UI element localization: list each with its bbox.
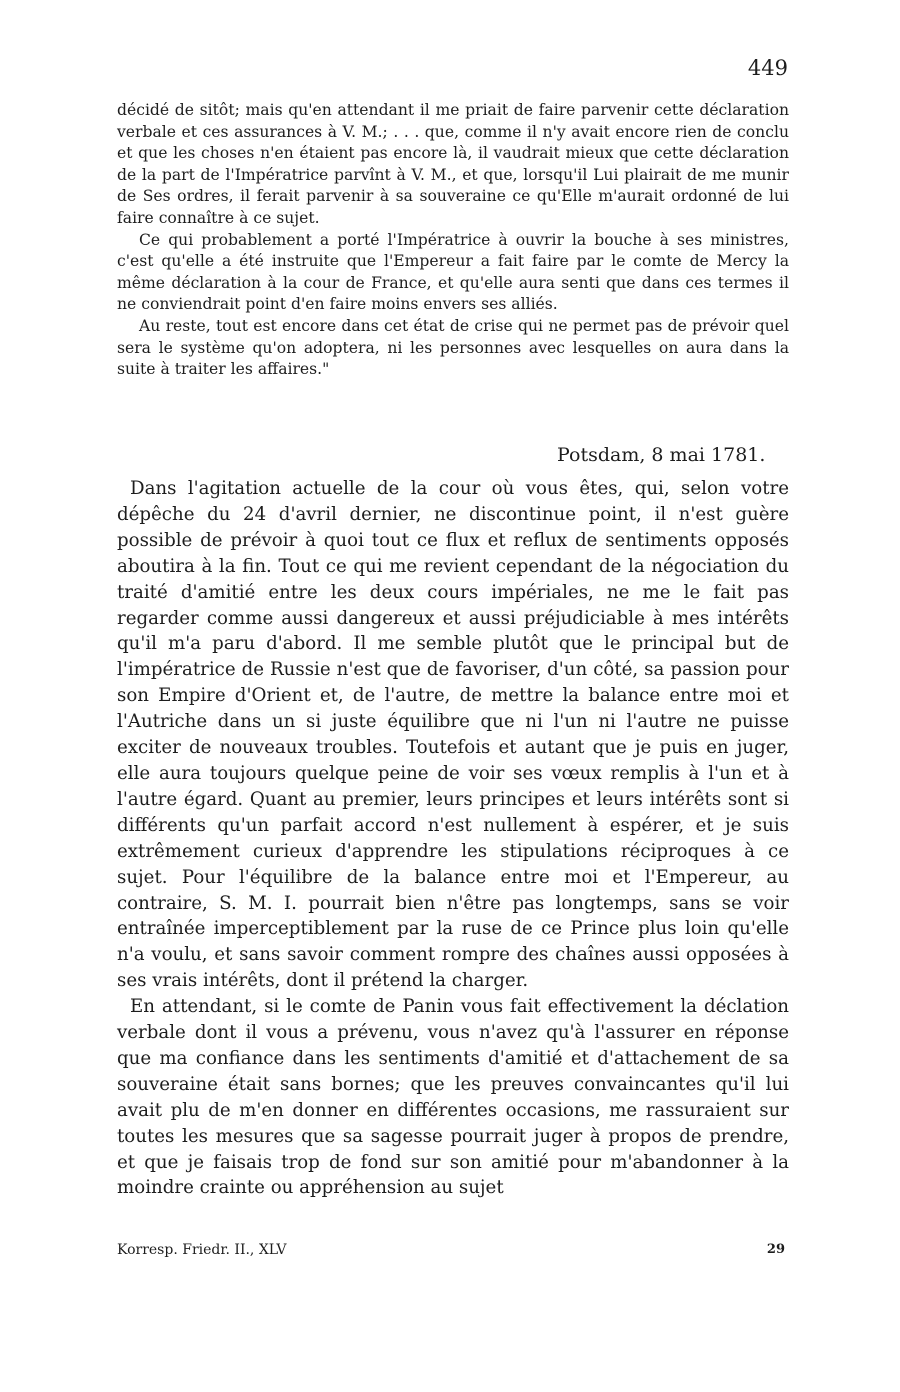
excerpt-paragraph: Au reste, tout est encore dans cet état de crise qui ne permet pas de prévoir quel sera le système qu'on adoptera, ni les personnes avec lesquelles on aura dans la suite à traiter les affaires." [117, 316, 789, 379]
signature-mark: 29 [766, 1242, 785, 1257]
dateline: Potsdam, 8 mai 1781. [557, 444, 766, 466]
letter-excerpt [117, 100, 789, 381]
body-paragraph: En attendant, si le comte de Panin vous fait effectivement la déclation verbale dont il vous a prévenu, vous n'avez qu'à l'assurer en réponse que ma confiance dans les sentiments d'amitié et d'attachement de sa souveraine était sans bornes; que les preuves convaincantes qu'il lui avait plu de m'en donner en différentes occasions, me rassuraient sur toutes les mesures que sa sagesse pourrait juger à propos de prendre, et que je faisais trop de fond sur son amitié pour m'abandonner à la moindre crainte ou appréhension au sujet [117, 996, 789, 1199]
footer-reference: Korresp. Friedr. II., XLV [117, 1242, 287, 1258]
letter-body [117, 476, 789, 1201]
excerpt-paragraph: Ce qui probablement a porté l'Impératrice à ouvrir la bouche à ses ministres, c'est qu'elle a été instruite que l'Empereur a fait faire par le comte de Mercy la même déclaration à la cour de France, et qu'elle aura senti que dans ces termes il ne conviendrait point d'en faire moins envers ses alliés. [117, 230, 789, 314]
page-number: 449 [747, 56, 788, 80]
excerpt-paragraph: décidé de sitôt; mais qu'en attendant il me priait de faire parvenir cette déclaration verbale et ces assurances à V. M.; . . . que, comme il n'y avait encore rien de conclu et que les choses n'en étaient pas encore là, il vaudrait mieux que cette déclaration de la part de l'Impératrice parvînt à V. M., et que, lorsqu'il Lui plairait de me munir de Ses ordres, il ferait parvenir à sa souveraine ce qu'Elle m'aurait ordonné de lui faire connaître à ce sujet. [117, 101, 789, 227]
body-paragraph: Dans l'agitation actuelle de la cour où vous êtes, qui, selon votre dépêche du 24 d'avril dernier, ne discontinue point, il n'est guère possible de prévoir à quoi tout ce flux et reflux de sentiments opposés aboutira à la fin. Tout ce qui me revient cependant de la négociation du traité d'amitié entre les deux cours impériales, ne me le fait pas regarder comme aussi dangereux et aussi préjudiciable à mes intérêts qu'il m'a paru d'abord. Il me semble plutôt que le principal but de l'impératrice de Russie n'est que de favoriser, d'un côté, sa passion pour son Empire d'Orient et, de l'autre, de mettre la balance entre moi et l'Autriche dans un si juste équilibre que ni l'un ni l'autre ne puisse exciter de nouveaux troubles. Toutefois et autant que je puis en juger, elle aura toujours quelque peine de voir ses vœux remplis à l'un et à l'autre égard. Quant au premier, leurs principes et leurs intérêts sont si différents qu'un parfait accord n'est nullement à espérer, et je suis extrêmement curieux d'apprendre les stipulations réciproques à ce sujet. Pour l'équilibre de la balance entre moi et l'Empereur, au contraire, S. M. I. pourrait bien n'être pas longtemps, sans se voir entraînée imperceptiblement par la ruse de ce Prince plus loin qu'elle n'a voulu, et sans savoir comment rompre des chaînes aussi opposées à ses vrais intérêts, dont il prétend la charger. [117, 478, 789, 992]
